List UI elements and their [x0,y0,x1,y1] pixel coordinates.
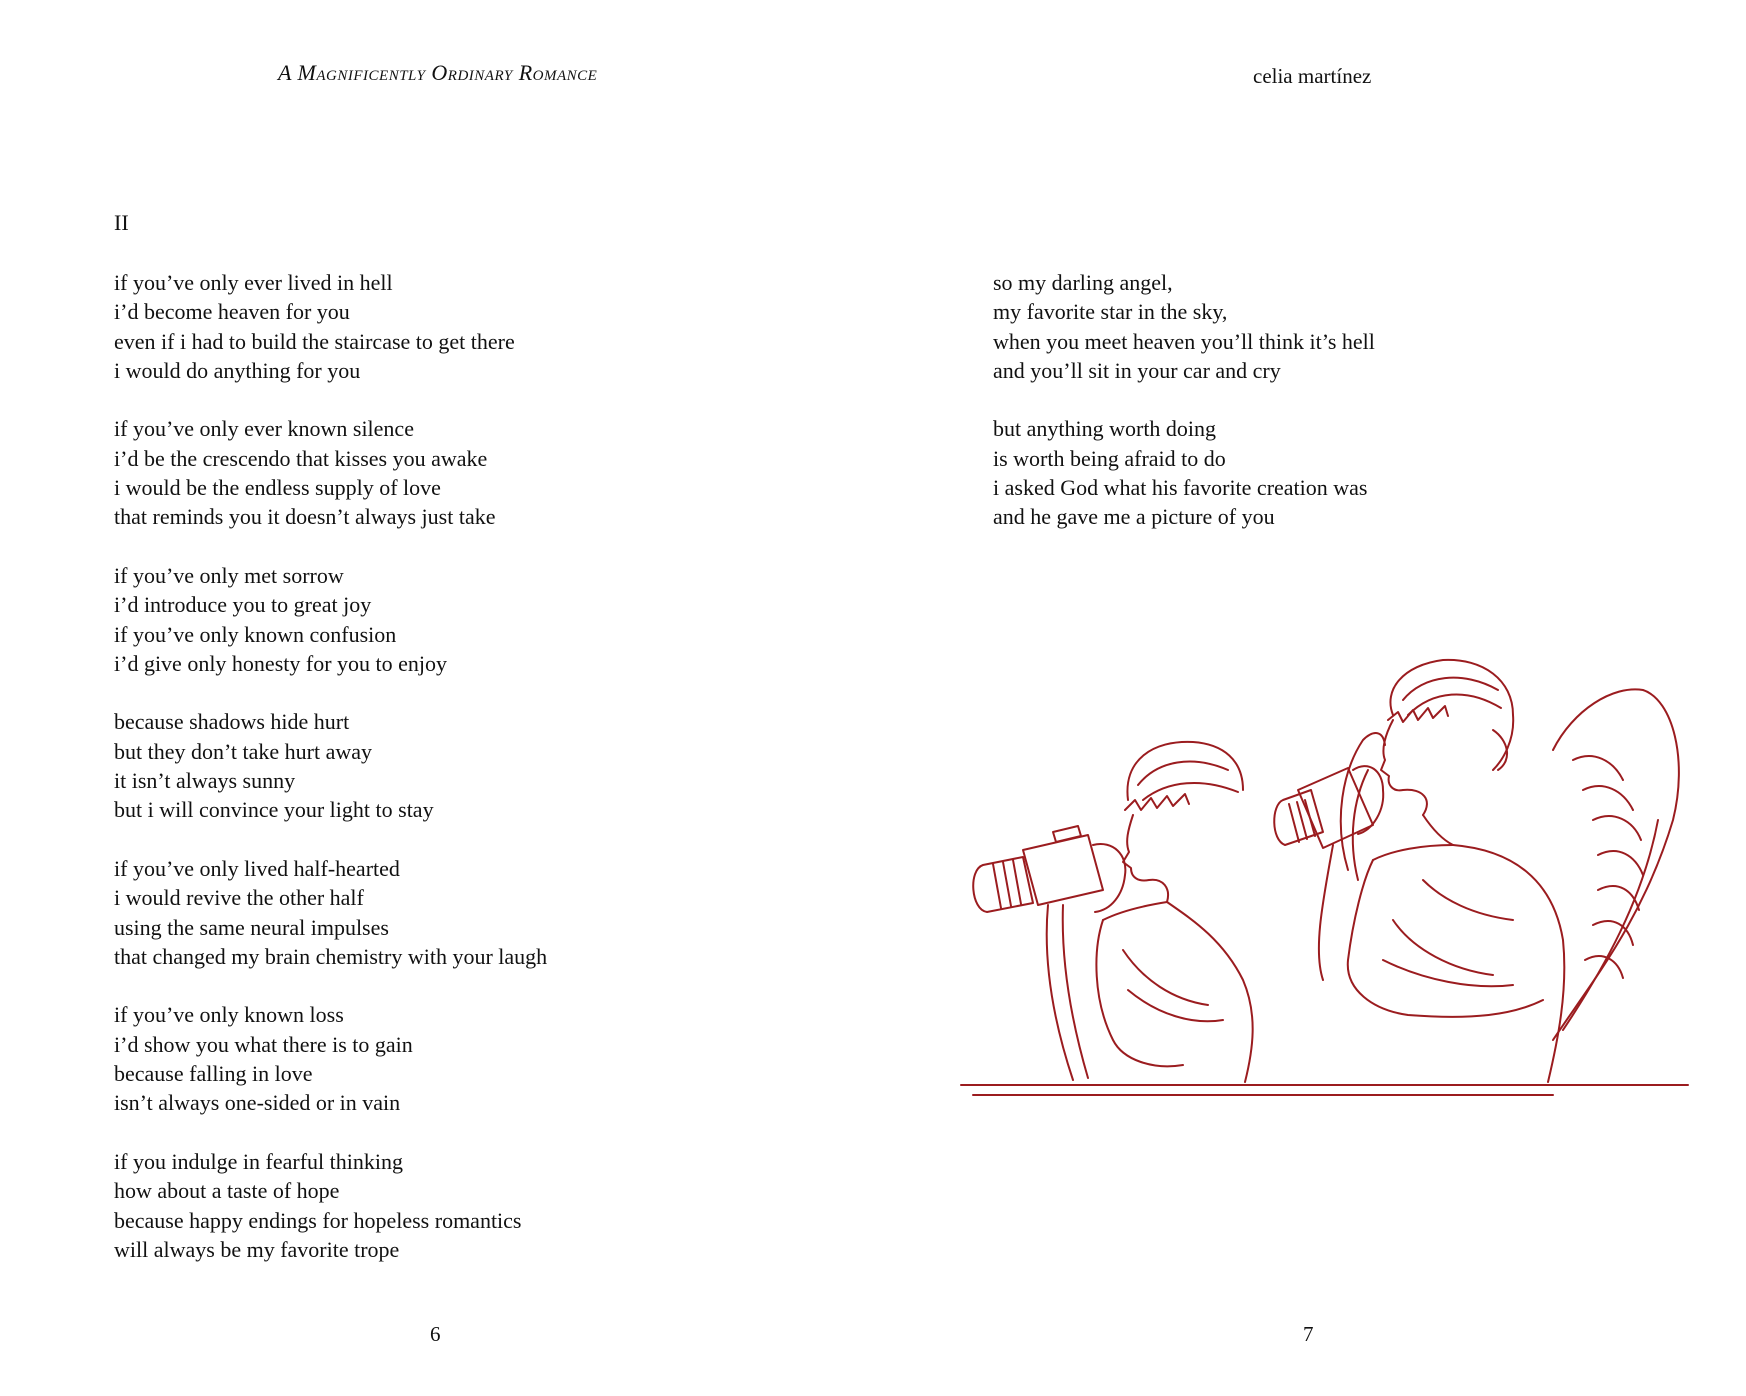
poem-line: i’d show you what there is to gain [114,1031,413,1057]
camera-strap [1047,905,1088,1080]
poem-line: if you’ve only lived half-hearted [114,855,400,881]
stanza [114,414,547,531]
stanza [114,561,547,678]
poem-line: if you’ve only ever known silence [114,416,414,442]
stanza [993,268,1375,385]
poem-line: i would be the endless supply of love [114,475,441,501]
stanza [114,707,547,824]
camera [1023,835,1103,905]
laurel-crown [1388,706,1448,722]
angel-wing [1553,689,1679,1040]
angel-body [1167,902,1253,1082]
poem-line: will always be my favorite trope [114,1236,400,1262]
angel-drapery [1383,880,1513,986]
poem-right [993,268,1375,561]
poem-line: isn’t always one-sided or in vain [114,1090,401,1116]
page-number-right: 7 [1303,1322,1314,1346]
poem-line: if you’ve only met sorrow [114,562,344,588]
poem-line: is worth being afraid to do [993,445,1226,471]
poem-line: even if i had to build the staircase to get there [114,328,515,354]
stanza [114,268,547,385]
poem-line: so my darling angel, [993,270,1173,295]
poem-line: how about a taste of hope [114,1178,340,1204]
right-page [873,0,1746,1396]
angel-hair [1138,762,1238,800]
poem-line: using the same neural impulses [114,914,389,940]
running-head-book-title: A Magnificently Ordinary Romance [278,60,598,85]
poem-line: i’d become heaven for you [114,299,350,325]
stanza [114,854,547,971]
poem-left [114,268,547,1293]
section-number: II [114,210,129,235]
poem-line: but they don’t take hurt away [114,738,373,764]
angel-wing [1573,756,1643,978]
stanza [993,414,1375,531]
poem-line: that changed my brain chemistry with your laugh [114,943,548,969]
poem-line: because happy endings for hopeless romantics [114,1207,522,1233]
poem-line: if you’ve only known loss [114,1002,344,1028]
poem-line: i would do anything for you [114,357,361,383]
angel-body [1373,845,1453,860]
angel-head [1127,742,1243,800]
poem-line: if you indulge in fearful thinking [114,1148,403,1174]
poem-line: i asked God what his favorite creation was [993,475,1368,501]
poem-line: i’d introduce you to great joy [114,592,372,618]
poem-line: that reminds you it doesn’t always just take [114,504,496,530]
poem-line: i’d be the crescendo that kisses you awake [114,445,488,471]
poem-line: and you’ll sit in your car and cry [993,357,1281,383]
page-number-left: 6 [430,1322,441,1346]
poem-line: if you’ve only ever lived in hell [114,270,393,295]
poem-line: but i will convince your light to stay [114,797,434,823]
angel-face [1123,815,1168,902]
angels-with-cameras-illustration [953,620,1713,1100]
poem-line: my favorite star in the sky, [993,299,1228,325]
angel-hand [1093,844,1125,912]
camera-lens [993,860,1021,908]
poem-line: it isn’t always sunny [114,768,296,794]
angel-face [1381,720,1427,815]
angel-body [1103,902,1167,920]
poem-line: because falling in love [114,1061,313,1087]
poem-line: i would revive the other half [114,885,364,911]
poem-line: when you meet heaven you’ll think it’s hell [993,328,1375,354]
camera [1053,826,1081,842]
poem-line: but anything worth doing [993,416,1217,442]
poem-line: because shadows hide hurt [114,709,350,735]
poem-line: and he gave me a picture of you [993,504,1275,530]
angel-drapery [1123,950,1223,1021]
angel-hair [1403,678,1507,770]
stanza [114,1000,547,1117]
laurel-crown [1125,794,1189,810]
running-head-author: celia martínez [1253,64,1372,88]
camera-strap [1319,845,1333,980]
angel-arm [1348,860,1543,1017]
angel-body [1453,845,1564,1082]
poem-line: i’d give only honesty for you to enjoy [114,650,448,676]
angel-neck [1423,815,1453,845]
stanza [114,1147,547,1264]
poem-line: if you’ve only known confusion [114,621,397,647]
